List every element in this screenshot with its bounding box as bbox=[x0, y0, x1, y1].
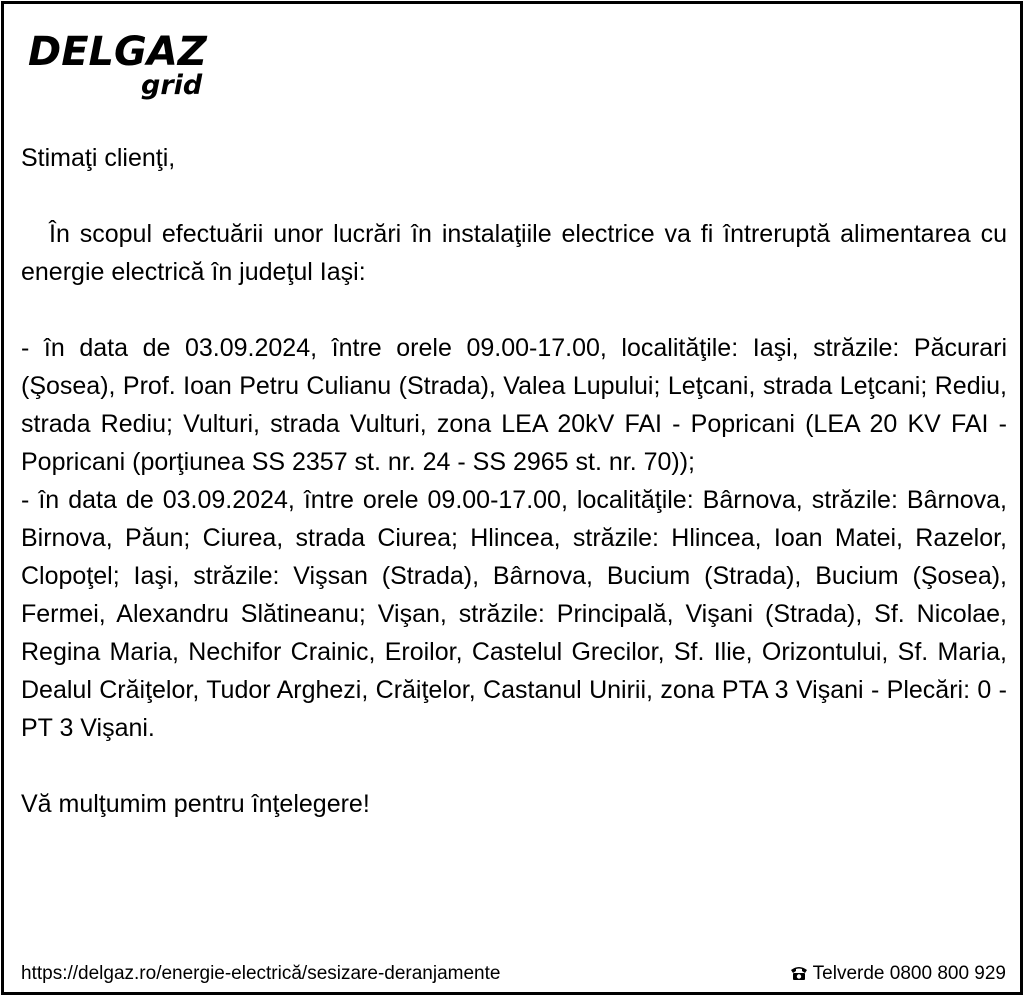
footer bbox=[21, 960, 1006, 988]
greeting: Stimaţi clienţi, bbox=[21, 144, 176, 172]
outage-item: - în data de 03.09.2024, între orele 09.00-17.00, localităţile: Bârnova, străzile: Bârnova, Birnova, Păun; Ciurea, strada Ciurea; Hlincea, străzile: Hlincea, Ioan Matei, Razelor, Clopoţel; Iaşi, străzile: Vişsan (Strada), Bârnova, Bucium (Strada), Bucium (Şosea), Fermei, Alexandru Slătineanu; Vişan, străzile: Principală, Vişani (Strada), Sf. Nicolae, Regina Maria, Nechifor Crainic, Eroilor, Castelul Grecilor, Sf. Ilie, Orizontului, Sf. Maria, Dealul Crăiţelor, Tudor Arghezi, Crăiţelor, Castanul Unirii, zona PTA 3 Vişani - Plecări: 0 - PT 3 Vişani. bbox=[21, 486, 1007, 742]
delgaz-grid-logo bbox=[28, 30, 228, 110]
outage-item: - în data de 03.09.2024, între orele 09.00-17.00, localităţile: Iaşi, străzile: Păcurari (Şosea), Prof. Ioan Petru Culianu (Strada), Valea Lupului; Leţcani, strada Leţcani; Rediu, strada Rediu; Vulturi, strada Vulturi, zona LEA 20kV FAI - Popricani (LEA 20 KV FAI - Popricani (porţiunea SS 2357 st. nr. 24 - SS 2965 st. nr. 70)); bbox=[21, 334, 1007, 476]
logo-sub-text: grid bbox=[141, 70, 203, 101]
report-issue-link[interactable]: https://delgaz.ro/energie-electrică/sesizare-deranjamente bbox=[21, 963, 501, 984]
notice-frame bbox=[1, 1, 1023, 995]
notice-body bbox=[21, 139, 1007, 823]
hotline-text: Telverde 0800 800 929 bbox=[812, 963, 1006, 984]
logo-brand-text: DELGAZ bbox=[28, 29, 207, 75]
intro-paragraph: În scopul efectuării unor lucrări în instalaţiile electrice va fi întreruptă alimentarea cu energie electrică în judeţul Iaşi: bbox=[21, 220, 1007, 286]
telephone-icon bbox=[789, 965, 809, 981]
closing-text: Vă mulţumim pentru înţelegere! bbox=[21, 790, 370, 818]
hotline bbox=[789, 960, 1006, 988]
